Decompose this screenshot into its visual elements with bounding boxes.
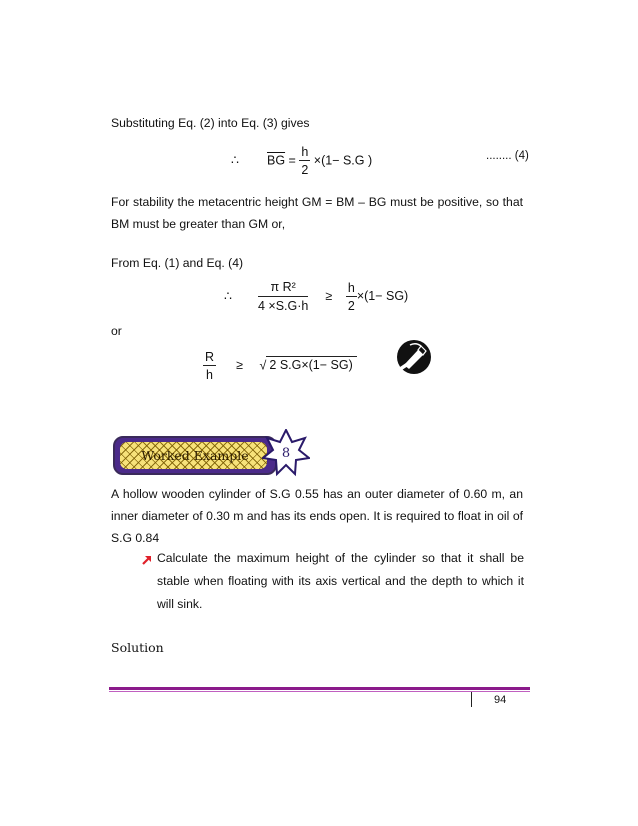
example-number: 8: [281, 445, 291, 461]
equation-4: [231, 145, 372, 177]
radical-sign: √: [259, 358, 267, 373]
fraction-denominator: h: [206, 368, 213, 382]
equation-5: [224, 280, 408, 313]
bullet-text: Calculate the maximum height of the cylinder so that it shall be stable when floating with its axis vertical and the depth to which it will sink.: [157, 551, 524, 611]
writing-hand-icon: [394, 337, 434, 377]
footer-rule: [109, 687, 530, 690]
equation-rhs: ×(1− SG): [356, 288, 409, 303]
page-number: 94: [494, 694, 507, 706]
fraction-numerator: R: [205, 350, 215, 364]
worked-example-banner: [113, 436, 277, 475]
fraction-h-over-2: [299, 145, 310, 177]
footer-rule-thin: [109, 691, 530, 692]
solution-heading: Solution: [111, 640, 164, 655]
banner-label: Worked Example: [141, 448, 249, 463]
fraction-denominator: 4 ×S.G·h: [258, 299, 309, 313]
fraction-numerator: π R²: [258, 280, 308, 297]
geq-sign: ≥: [236, 358, 243, 373]
fraction-denominator: 2: [347, 298, 355, 313]
fraction-h-over-2: [346, 281, 357, 313]
fraction-denominator: 2: [301, 163, 309, 177]
fraction-numerator: h: [347, 280, 355, 295]
or-word: or: [111, 324, 122, 338]
fraction-piR2: [258, 280, 308, 313]
equation-label: ........ (4): [486, 150, 529, 162]
radicand: 2 S.G×(1− SG): [266, 356, 356, 372]
therefore-symbol: ∴: [231, 153, 239, 168]
equation-6: [203, 350, 357, 382]
equals-sign: =: [288, 153, 296, 168]
bg-term: $\overline{BG}$: [267, 153, 286, 168]
page-number-divider: [471, 692, 472, 707]
geq-sign: ≥: [325, 288, 333, 303]
fraction-numerator: h: [301, 145, 309, 159]
intro-text: Substituting Eq. (2) into Eq. (3) gives: [111, 116, 310, 130]
therefore-symbol: ∴: [224, 288, 232, 303]
problem-paragraph: A hollow wooden cylinder of S.G 0.55 has an outer diameter of 0.60 m, an inner diameter of 0.30 m and has its ends open. It is required to float in oil of S.G 0.84: [111, 487, 523, 545]
from-equations-text: From Eq. (1) and Eq. (4): [111, 256, 244, 270]
fraction-r-over-h: [203, 350, 216, 382]
equation-rhs: ×(1− S.G ): [313, 153, 373, 168]
stability-paragraph: For stability the metacentric height GM = BM – BG must be positive, so that BM must be greater than GM or,: [111, 195, 523, 231]
arrow-up-right-icon: [141, 553, 153, 565]
